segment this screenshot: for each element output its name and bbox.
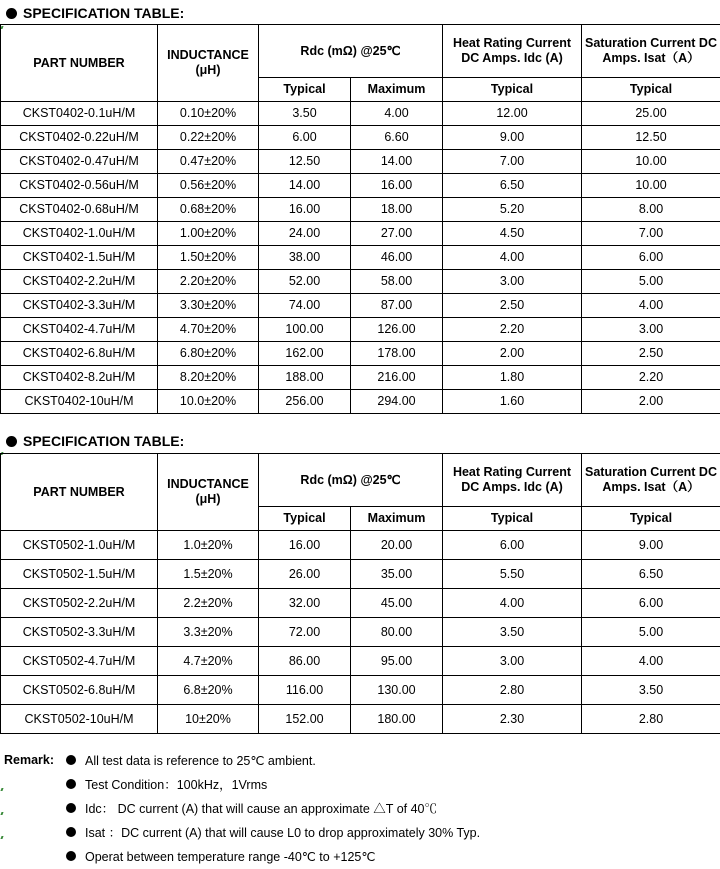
cell-idc-typical: 4.50 [443,222,582,246]
section-title-2 [6,431,184,451]
header-inductance: INDUCTANCE (μH) [158,454,259,531]
header-rdc-maximum: Maximum [351,78,443,102]
table-row [1,102,720,126]
cell-idc-typical: 6.50 [443,174,582,198]
cell-rdc-maximum: 126.00 [351,318,443,342]
cell-rdc-typical: 16.00 [259,198,351,222]
cell-part-number: CKST0402-8.2uH/M [1,366,158,390]
cell-rdc-typical: 162.00 [259,342,351,366]
table-row [1,676,720,705]
cell-rdc-maximum: 27.00 [351,222,443,246]
cell-idc-typical: 7.00 [443,150,582,174]
cell-rdc-typical: 52.00 [259,270,351,294]
table-row [1,174,720,198]
header-part-number: PART NUMBER [1,454,158,531]
cell-inductance: 8.20±20% [158,366,259,390]
cell-idc-typical: 2.00 [443,342,582,366]
cell-rdc-maximum: 6.60 [351,126,443,150]
bullet-icon [66,755,76,765]
cell-part-number: CKST0402-2.2uH/M [1,270,158,294]
cell-inductance: 6.8±20% [158,676,259,705]
cell-part-number: CKST0402-0.47uH/M [1,150,158,174]
bullet-icon [66,851,76,861]
cell-part-number: CKST0402-10uH/M [1,390,158,414]
remark-item: Isat ：DC current (A) that will cause L0 to drop approximately 30% Typ. [66,822,480,842]
cell-rdc-maximum: 16.00 [351,174,443,198]
cell-rdc-typical: 86.00 [259,647,351,676]
cell-isat-typical: 8.00 [582,198,720,222]
cell-idc-typical: 6.00 [443,531,582,560]
table-row [1,150,720,174]
cell-idc-typical: 3.00 [443,647,582,676]
tick-icon [0,788,7,791]
cell-isat-typical: 6.00 [582,246,720,270]
cell-part-number: CKST0502-3.3uH/M [1,618,158,647]
cell-inductance: 1.50±20% [158,246,259,270]
cell-rdc-maximum: 178.00 [351,342,443,366]
cell-rdc-maximum: 20.00 [351,531,443,560]
cell-inductance: 1.00±20% [158,222,259,246]
table-row [1,560,720,589]
cell-idc-typical: 9.00 [443,126,582,150]
cell-inductance: 4.70±20% [158,318,259,342]
cell-rdc-typical: 6.00 [259,126,351,150]
header-rdc-maximum: Maximum [351,507,443,531]
remark-label: Remark: [4,753,55,767]
cell-rdc-typical: 256.00 [259,390,351,414]
cell-inductance: 0.56±20% [158,174,259,198]
cell-idc-typical: 12.00 [443,102,582,126]
tick-icon [0,836,7,839]
cell-rdc-typical: 26.00 [259,560,351,589]
cell-rdc-maximum: 35.00 [351,560,443,589]
cell-rdc-typical: 152.00 [259,705,351,734]
header-heat-typical: Typical [443,78,582,102]
header-rdc: Rdc (mΩ) @25℃ [259,25,443,78]
cell-idc-typical: 2.80 [443,676,582,705]
table-row [1,531,720,560]
header-rdc-typical: Typical [259,78,351,102]
header-sat-typical: Typical [582,78,720,102]
cell-inductance: 1.5±20% [158,560,259,589]
cell-idc-typical: 4.00 [443,246,582,270]
cell-part-number: CKST0502-1.5uH/M [1,560,158,589]
cell-rdc-typical: 100.00 [259,318,351,342]
cell-isat-typical: 5.00 [582,270,720,294]
cell-part-number: CKST0402-0.1uH/M [1,102,158,126]
header-heat-rating: Heat Rating Current DC Amps. Idc (A) [443,454,582,507]
cell-rdc-typical: 74.00 [259,294,351,318]
cell-isat-typical: 10.00 [582,174,720,198]
cell-rdc-typical: 72.00 [259,618,351,647]
table-row [1,390,720,414]
table-row [1,222,720,246]
cell-inductance: 2.2±20% [158,589,259,618]
cell-isat-typical: 3.50 [582,676,720,705]
cell-idc-typical: 1.60 [443,390,582,414]
table-row [1,366,720,390]
cell-part-number: CKST0402-0.22uH/M [1,126,158,150]
cell-inductance: 0.68±20% [158,198,259,222]
cell-isat-typical: 7.00 [582,222,720,246]
cell-part-number: CKST0402-0.56uH/M [1,174,158,198]
remark-item: All test data is reference to 25℃ ambient. [66,750,316,770]
header-part-number: PART NUMBER [1,25,158,102]
bullet-icon [6,436,17,447]
cell-inductance: 4.7±20% [158,647,259,676]
cell-rdc-maximum: 95.00 [351,647,443,676]
table-1-body [1,102,720,414]
bullet-icon [66,803,76,813]
cell-idc-typical: 4.00 [443,589,582,618]
cell-rdc-typical: 14.00 [259,174,351,198]
cell-rdc-typical: 3.50 [259,102,351,126]
cell-idc-typical: 3.00 [443,270,582,294]
table-row [1,647,720,676]
cell-rdc-typical: 188.00 [259,366,351,390]
cell-rdc-typical: 12.50 [259,150,351,174]
cell-rdc-maximum: 130.00 [351,676,443,705]
remark-item: Operat between temperature range -40℃ to +125℃ [66,846,375,866]
bullet-icon [6,8,17,19]
cell-inductance: 3.3±20% [158,618,259,647]
cell-isat-typical: 4.00 [582,647,720,676]
header-rdc-typical: Typical [259,507,351,531]
header-sat-typical: Typical [582,507,720,531]
table-row [1,270,720,294]
cell-isat-typical: 4.00 [582,294,720,318]
table-row [1,342,720,366]
table-row [1,126,720,150]
cell-idc-typical: 5.50 [443,560,582,589]
cell-rdc-typical: 116.00 [259,676,351,705]
cell-isat-typical: 12.50 [582,126,720,150]
cell-isat-typical: 2.80 [582,705,720,734]
cell-rdc-maximum: 4.00 [351,102,443,126]
header-saturation: Saturation Current DC Amps. Isat（A） [582,454,720,507]
spec-table-1 [0,24,720,414]
cell-rdc-typical: 38.00 [259,246,351,270]
cell-rdc-maximum: 216.00 [351,366,443,390]
header-rdc: Rdc (mΩ) @25℃ [259,454,443,507]
cell-part-number: CKST0402-0.68uH/M [1,198,158,222]
table-row [1,705,720,734]
cell-inductance: 10±20% [158,705,259,734]
header-saturation: Saturation Current DC Amps. Isat（A） [582,25,720,78]
cell-inductance: 0.47±20% [158,150,259,174]
header-heat-rating: Heat Rating Current DC Amps. Idc (A) [443,25,582,78]
section-title-text: SPECIFICATION TABLE: [23,5,185,21]
table-2-body [1,531,720,734]
cell-rdc-typical: 24.00 [259,222,351,246]
cell-part-number: CKST0402-1.5uH/M [1,246,158,270]
tick-icon [0,812,7,815]
cell-part-number: CKST0402-1.0uH/M [1,222,158,246]
table-row [1,318,720,342]
cell-isat-typical: 5.00 [582,618,720,647]
cell-inductance: 1.0±20% [158,531,259,560]
cell-inductance: 6.80±20% [158,342,259,366]
header-heat-typical: Typical [443,507,582,531]
cell-part-number: CKST0502-6.8uH/M [1,676,158,705]
cell-rdc-typical: 32.00 [259,589,351,618]
cell-inductance: 0.22±20% [158,126,259,150]
cell-rdc-maximum: 45.00 [351,589,443,618]
cell-rdc-typical: 16.00 [259,531,351,560]
remark-item: Idc： DC current (A) that will cause an approximate △T of 40℃ [66,798,437,818]
cell-idc-typical: 2.50 [443,294,582,318]
cell-isat-typical: 2.20 [582,366,720,390]
cell-inductance: 3.30±20% [158,294,259,318]
section-title-1 [6,3,184,23]
cell-idc-typical: 3.50 [443,618,582,647]
section-title-text: SPECIFICATION TABLE: [23,433,185,449]
table-row [1,618,720,647]
spec-table-2 [0,453,720,734]
cell-part-number: CKST0502-4.7uH/M [1,647,158,676]
bullet-icon [66,779,76,789]
table-row [1,246,720,270]
cell-rdc-maximum: 80.00 [351,618,443,647]
cell-part-number: CKST0402-3.3uH/M [1,294,158,318]
cell-rdc-maximum: 180.00 [351,705,443,734]
table-row [1,589,720,618]
cell-part-number: CKST0502-1.0uH/M [1,531,158,560]
cell-part-number: CKST0402-6.8uH/M [1,342,158,366]
cell-idc-typical: 2.20 [443,318,582,342]
cell-rdc-maximum: 46.00 [351,246,443,270]
cell-isat-typical: 3.00 [582,318,720,342]
cell-part-number: CKST0502-10uH/M [1,705,158,734]
cell-isat-typical: 6.50 [582,560,720,589]
table-row [1,198,720,222]
cell-inductance: 2.20±20% [158,270,259,294]
bullet-icon [66,827,76,837]
cell-inductance: 0.10±20% [158,102,259,126]
header-inductance: INDUCTANCE (μH) [158,25,259,102]
cell-part-number: CKST0502-2.2uH/M [1,589,158,618]
cell-idc-typical: 1.80 [443,366,582,390]
cell-isat-typical: 9.00 [582,531,720,560]
cell-isat-typical: 10.00 [582,150,720,174]
remark-item: Test Condition：100kHz，1Vrms [66,774,267,794]
cell-isat-typical: 2.00 [582,390,720,414]
cell-idc-typical: 2.30 [443,705,582,734]
cell-isat-typical: 2.50 [582,342,720,366]
cell-isat-typical: 25.00 [582,102,720,126]
cell-rdc-maximum: 18.00 [351,198,443,222]
cell-rdc-maximum: 87.00 [351,294,443,318]
table-row [1,294,720,318]
cell-rdc-maximum: 58.00 [351,270,443,294]
cell-rdc-maximum: 14.00 [351,150,443,174]
cell-part-number: CKST0402-4.7uH/M [1,318,158,342]
cell-inductance: 10.0±20% [158,390,259,414]
cell-idc-typical: 5.20 [443,198,582,222]
cell-rdc-maximum: 294.00 [351,390,443,414]
cell-isat-typical: 6.00 [582,589,720,618]
